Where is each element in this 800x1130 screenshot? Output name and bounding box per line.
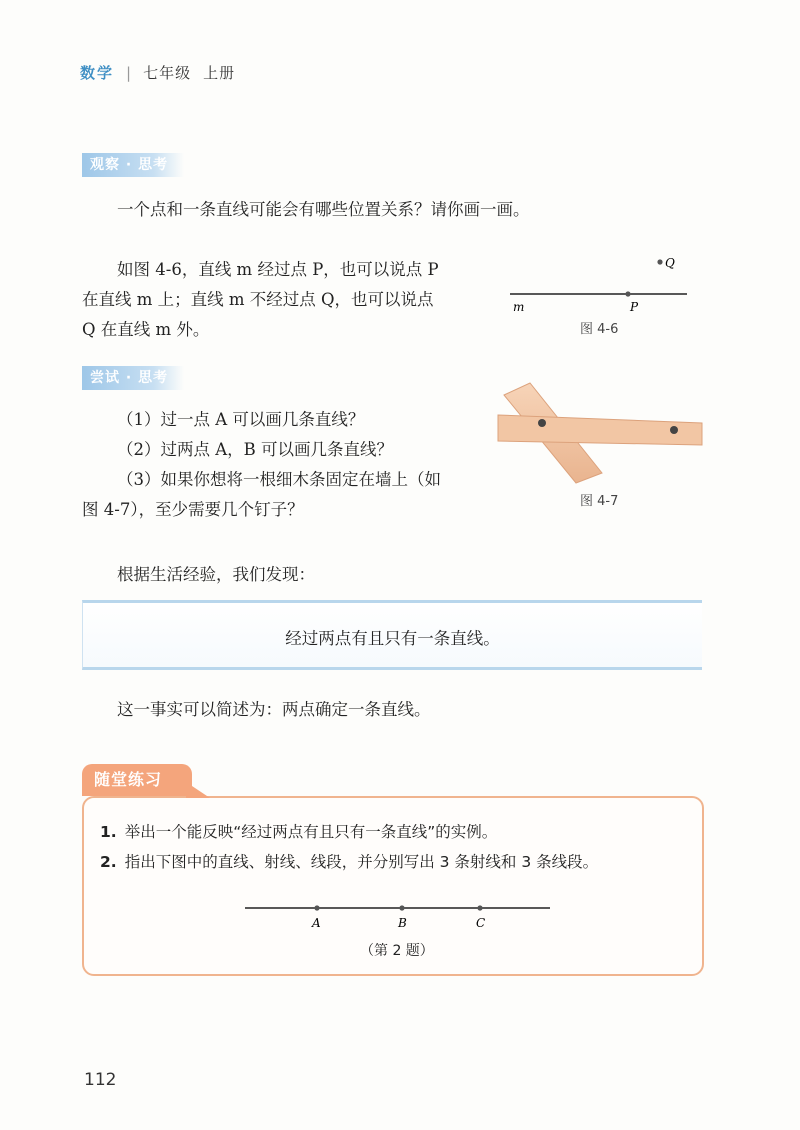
point-b-dot: [399, 905, 404, 910]
header-subject: 数学: [80, 64, 115, 82]
label-c: C: [476, 916, 486, 930]
summary-text: 这一事实可以简述为：两点确定一条直线。: [117, 700, 431, 719]
page-number: 112: [84, 1070, 117, 1090]
label-p: P: [630, 300, 639, 314]
exercise-2-caption: （第 2 题）: [360, 943, 434, 959]
point-a-dot: [314, 905, 319, 910]
header-separator: |: [126, 63, 132, 82]
label-a: A: [312, 916, 321, 930]
conclusion-text: 经过两点有且只有一条直线。: [285, 629, 500, 648]
exercise-item-1-text: 举出一个能反映“经过两点有且只有一条直线”的实例。: [124, 823, 498, 841]
nail-1: [538, 419, 546, 427]
exercise-item-1-num: 1.: [100, 823, 117, 841]
exercise-tag: 随堂练习: [82, 764, 192, 796]
section1-question: 一个点和一条直线可能会有哪些位置关系？请你画一画。: [117, 200, 530, 219]
exercise-item-2: [100, 848, 598, 876]
nail-2: [670, 426, 678, 434]
label-b: B: [398, 916, 407, 930]
exercise-item-2-num: 2.: [100, 853, 117, 871]
question-1: （1）过一点 A 可以画几条直线？: [117, 410, 365, 429]
figure-4-7: [490, 375, 710, 490]
section1-para-line1: 如图 4-6，直线 m 经过点 P，也可以说点 P: [117, 260, 439, 279]
conclusion-box: [82, 600, 702, 670]
label-q: Q: [665, 256, 675, 270]
figure-4-7-caption: 图 4-7: [580, 494, 619, 509]
exercise-item-1: [100, 818, 497, 846]
label-m: m: [513, 300, 525, 314]
point-q-dot: [657, 259, 662, 264]
section1-para-line2: 在直线 m 上；直线 m 不经过点 Q，也可以说点: [82, 290, 434, 309]
figure-4-6-caption: 图 4-6: [580, 322, 619, 337]
exercise-2-figure: [240, 895, 560, 935]
question-2: （2）过两点 A，B 可以画几条直线？: [117, 440, 394, 459]
observe-think-tag: 观察 · 思考: [82, 153, 184, 177]
try-think-tag: 尝试 · 思考: [82, 366, 184, 390]
exercise-item-2-text: 指出下图中的直线、射线、线段，并分别写出 3 条射线和 3 条线段。: [124, 853, 599, 871]
running-header: [80, 62, 235, 83]
finding-intro: 根据生活经验，我们发现：: [117, 565, 315, 584]
section1-para-line3: Q 在直线 m 外。: [82, 320, 210, 339]
question-3-line1: （3）如果你想将一根细木条固定在墙上（如: [117, 470, 441, 489]
point-p-dot: [625, 291, 630, 296]
point-c-dot: [477, 905, 482, 910]
header-volume: 上册: [203, 64, 236, 82]
header-grade: 七年级: [143, 64, 192, 82]
question-3-line2: 图 4-7），至少需要几个钉子？: [82, 500, 304, 519]
